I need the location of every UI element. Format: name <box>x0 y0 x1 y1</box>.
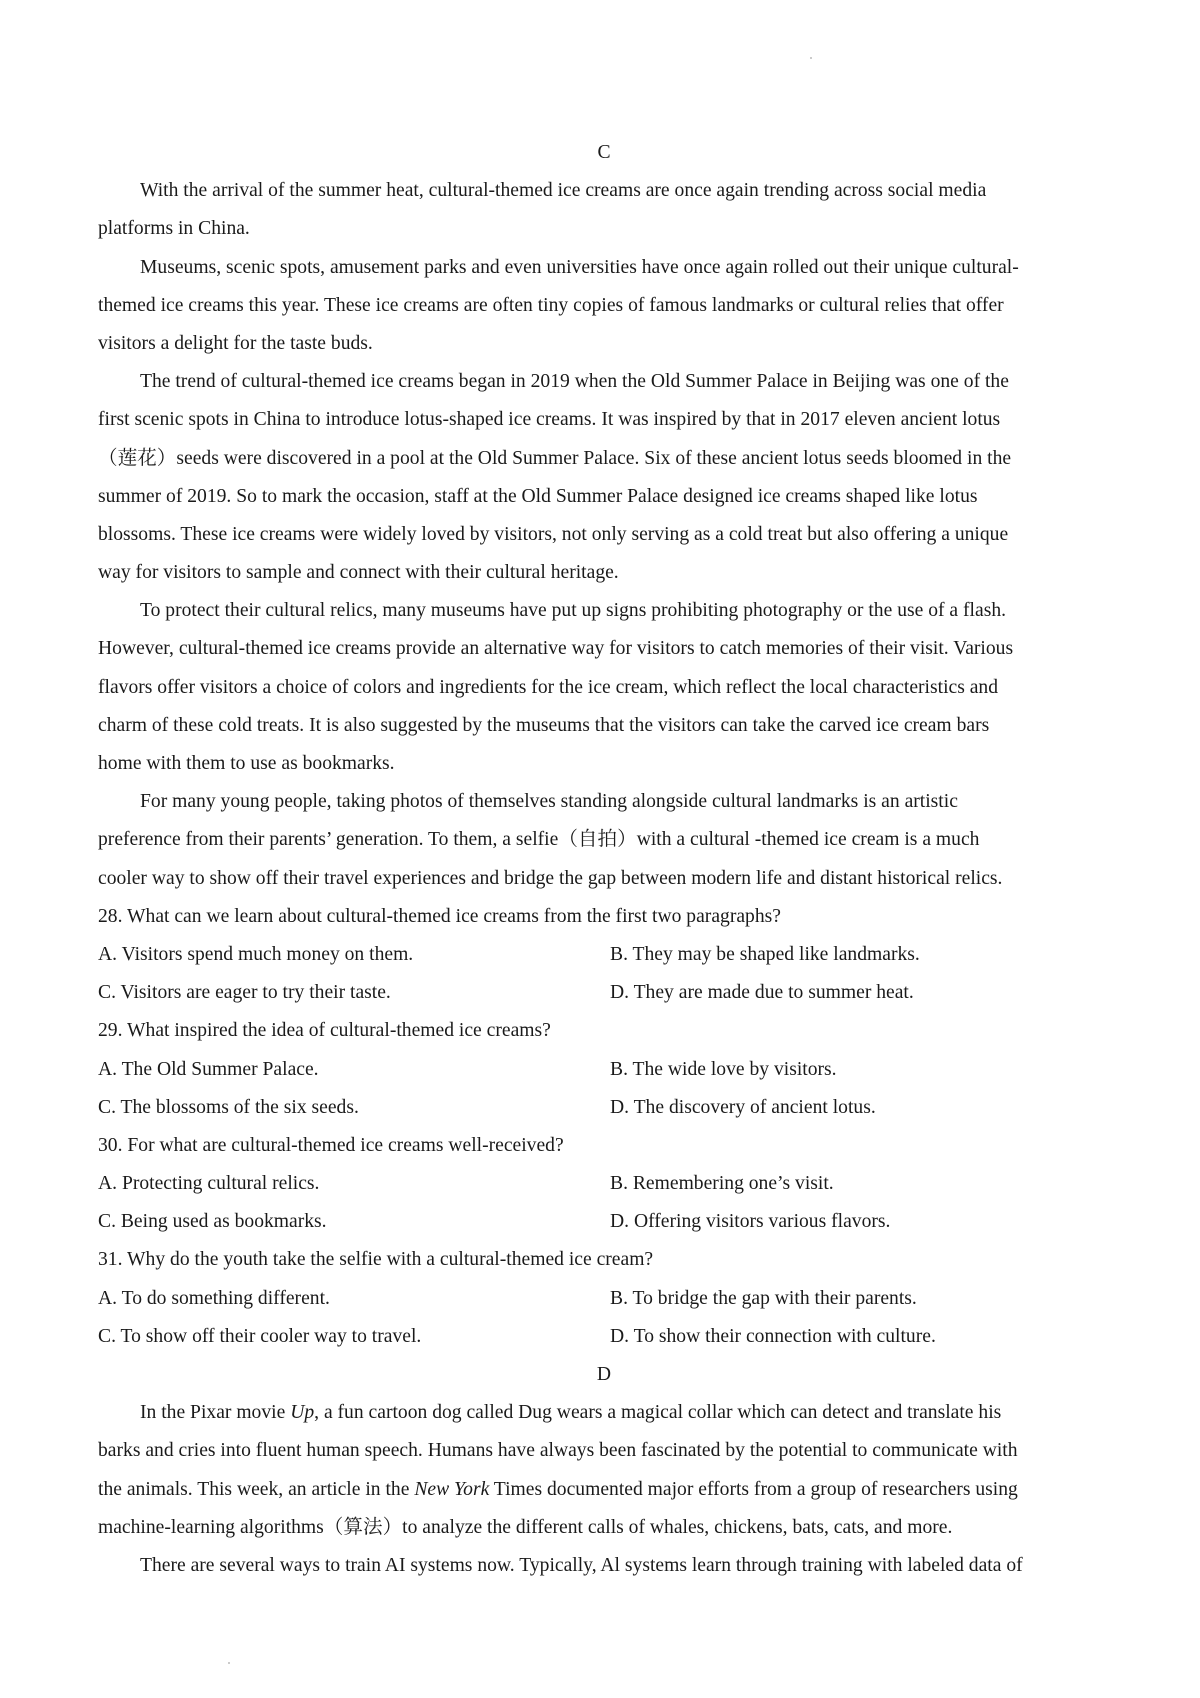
option-b[interactable]: B. To bridge the gap with their parents. <box>610 1287 917 1309</box>
options-row <box>98 974 1110 1012</box>
movie-title: Up <box>290 1402 315 1424</box>
option-b[interactable]: B. The wide love by visitors. <box>610 1058 837 1080</box>
options-row <box>98 1203 1110 1241</box>
option-c[interactable]: C. To show off their cooler way to travel. <box>98 1325 422 1347</box>
option-d[interactable]: D. They are made due to summer heat. <box>610 982 914 1004</box>
passage-line: machine-learning algorithms（算法）to analyze the different calls of whales, chickens, bats, cats, and more. <box>98 1516 953 1538</box>
question-stem: 28. What can we learn about cultural-themed ice creams from the first two paragraphs? <box>98 905 781 927</box>
option-b[interactable]: B. They may be shaped like landmarks. <box>610 943 920 965</box>
text-run: Times documented major efforts from a group of researchers using <box>489 1478 1018 1500</box>
options-row <box>98 1165 1110 1203</box>
question-stem: 31. Why do the youth take the selfie with a cultural-themed ice cream? <box>98 1249 654 1271</box>
text-run: the animals. This week, an article in the <box>98 1478 415 1500</box>
question-29 <box>98 1012 1110 1127</box>
passage-line: first scenic spots in China to introduce lotus-shaped ice creams. It was inspired by that in 2017 eleven ancient lotus <box>98 409 1001 431</box>
text-run: In the Pixar movie <box>140 1402 291 1424</box>
reading-column <box>98 134 1110 1585</box>
options-row <box>98 1280 1110 1318</box>
question-30 <box>98 1127 1110 1242</box>
question-28 <box>98 898 1110 1013</box>
passage-line: barks and cries into fluent human speech. Humans have always been fascinated by the potential to communicate with <box>98 1440 1018 1462</box>
passage-line: The trend of cultural-themed ice creams began in 2019 when the Old Summer Palace in Beijing was one of the <box>140 371 1009 393</box>
scan-speck <box>810 57 812 59</box>
question-31 <box>98 1241 1110 1356</box>
options-row <box>98 1089 1110 1127</box>
option-d[interactable]: D. To show their connection with culture. <box>610 1325 936 1347</box>
scan-speck <box>228 1662 230 1664</box>
question-stem: 30. For what are cultural-themed ice creams well-received? <box>98 1134 564 1156</box>
passage-line: preference from their parents’ generation. To them, a selfie（自拍）with a cultural -themed ice cream is a much <box>98 829 980 851</box>
passage-line: way for visitors to sample and connect with their cultural heritage. <box>98 562 619 584</box>
passage-line: For many young people, taking photos of themselves standing alongside cultural landmarks is an artistic <box>140 791 958 813</box>
options-row <box>98 1051 1110 1089</box>
option-a[interactable]: A. The Old Summer Palace. <box>98 1058 319 1080</box>
passage-line <box>98 1471 1110 1509</box>
passage-line: There are several ways to train AI systems now. Typically, Al systems learn through training with labeled data of <box>140 1554 1023 1576</box>
passage-line: summer of 2019. So to mark the occasion, staff at the Old Summer Palace designed ice creams shaped like lotus <box>98 485 978 507</box>
newspaper-title: New York <box>414 1478 490 1500</box>
passage-line: visitors a delight for the taste buds. <box>98 332 373 354</box>
passage-line: themed ice creams this year. These ice creams are often tiny copies of famous landmarks or cultural relies that offer <box>98 294 1004 316</box>
option-c[interactable]: C. Visitors are eager to try their taste. <box>98 982 391 1004</box>
passage-line: With the arrival of the summer heat, cultural-themed ice creams are once again trending across social media <box>140 180 987 202</box>
option-c[interactable]: C. Being used as bookmarks. <box>98 1211 327 1233</box>
text-run: , a fun cartoon dog called Dug wears a magical collar which can detect and translate his <box>314 1402 1002 1424</box>
option-c[interactable]: C. The blossoms of the six seeds. <box>98 1096 359 1118</box>
options-row <box>98 1318 1110 1356</box>
passage-line: However, cultural-themed ice creams provide an alternative way for visitors to catch memories of their visit. Various <box>98 638 1014 660</box>
passage-line: cooler way to show off their travel experiences and bridge the gap between modern life and distant historical relics. <box>98 867 1003 889</box>
passage-d <box>98 1394 1110 1585</box>
passage-line: platforms in China. <box>98 218 250 240</box>
passage-line: blossoms. These ice creams were widely loved by visitors, not only serving as a cold treat but also offering a unique <box>98 523 1009 545</box>
passage-line: Museums, scenic spots, amusement parks and even universities have once again rolled out their unique cultural- <box>140 256 1019 278</box>
passage-c <box>98 172 1110 898</box>
option-d[interactable]: D. The discovery of ancient lotus. <box>610 1096 876 1118</box>
option-a[interactable]: A. To do something different. <box>98 1287 330 1309</box>
passage-line: charm of these cold treats. It is also suggested by the museums that the visitors can take the carved ice cream bars <box>98 714 990 736</box>
passage-line <box>98 1394 1110 1432</box>
options-row <box>98 936 1110 974</box>
passage-line: flavors offer visitors a choice of colors and ingredients for the ice cream, which reflect the local characteristics and <box>98 676 999 698</box>
section-heading-c: C <box>597 142 611 163</box>
option-d[interactable]: D. Offering visitors various flavors. <box>610 1211 891 1233</box>
passage-line: （莲花）seeds were discovered in a pool at the Old Summer Palace. Six of these ancient lotus seeds bloomed in the <box>98 447 1012 469</box>
section-heading-d: D <box>596 1364 612 1385</box>
passage-line: To protect their cultural relics, many museums have put up signs prohibiting photography or the use of a flash. <box>140 600 1007 622</box>
option-a[interactable]: A. Protecting cultural relics. <box>98 1173 320 1195</box>
question-stem: 29. What inspired the idea of cultural-themed ice creams? <box>98 1020 551 1042</box>
option-a[interactable]: A. Visitors spend much money on them. <box>98 943 414 965</box>
passage-line: home with them to use as bookmarks. <box>98 753 395 774</box>
option-b[interactable]: B. Remembering one’s visit. <box>610 1173 834 1195</box>
